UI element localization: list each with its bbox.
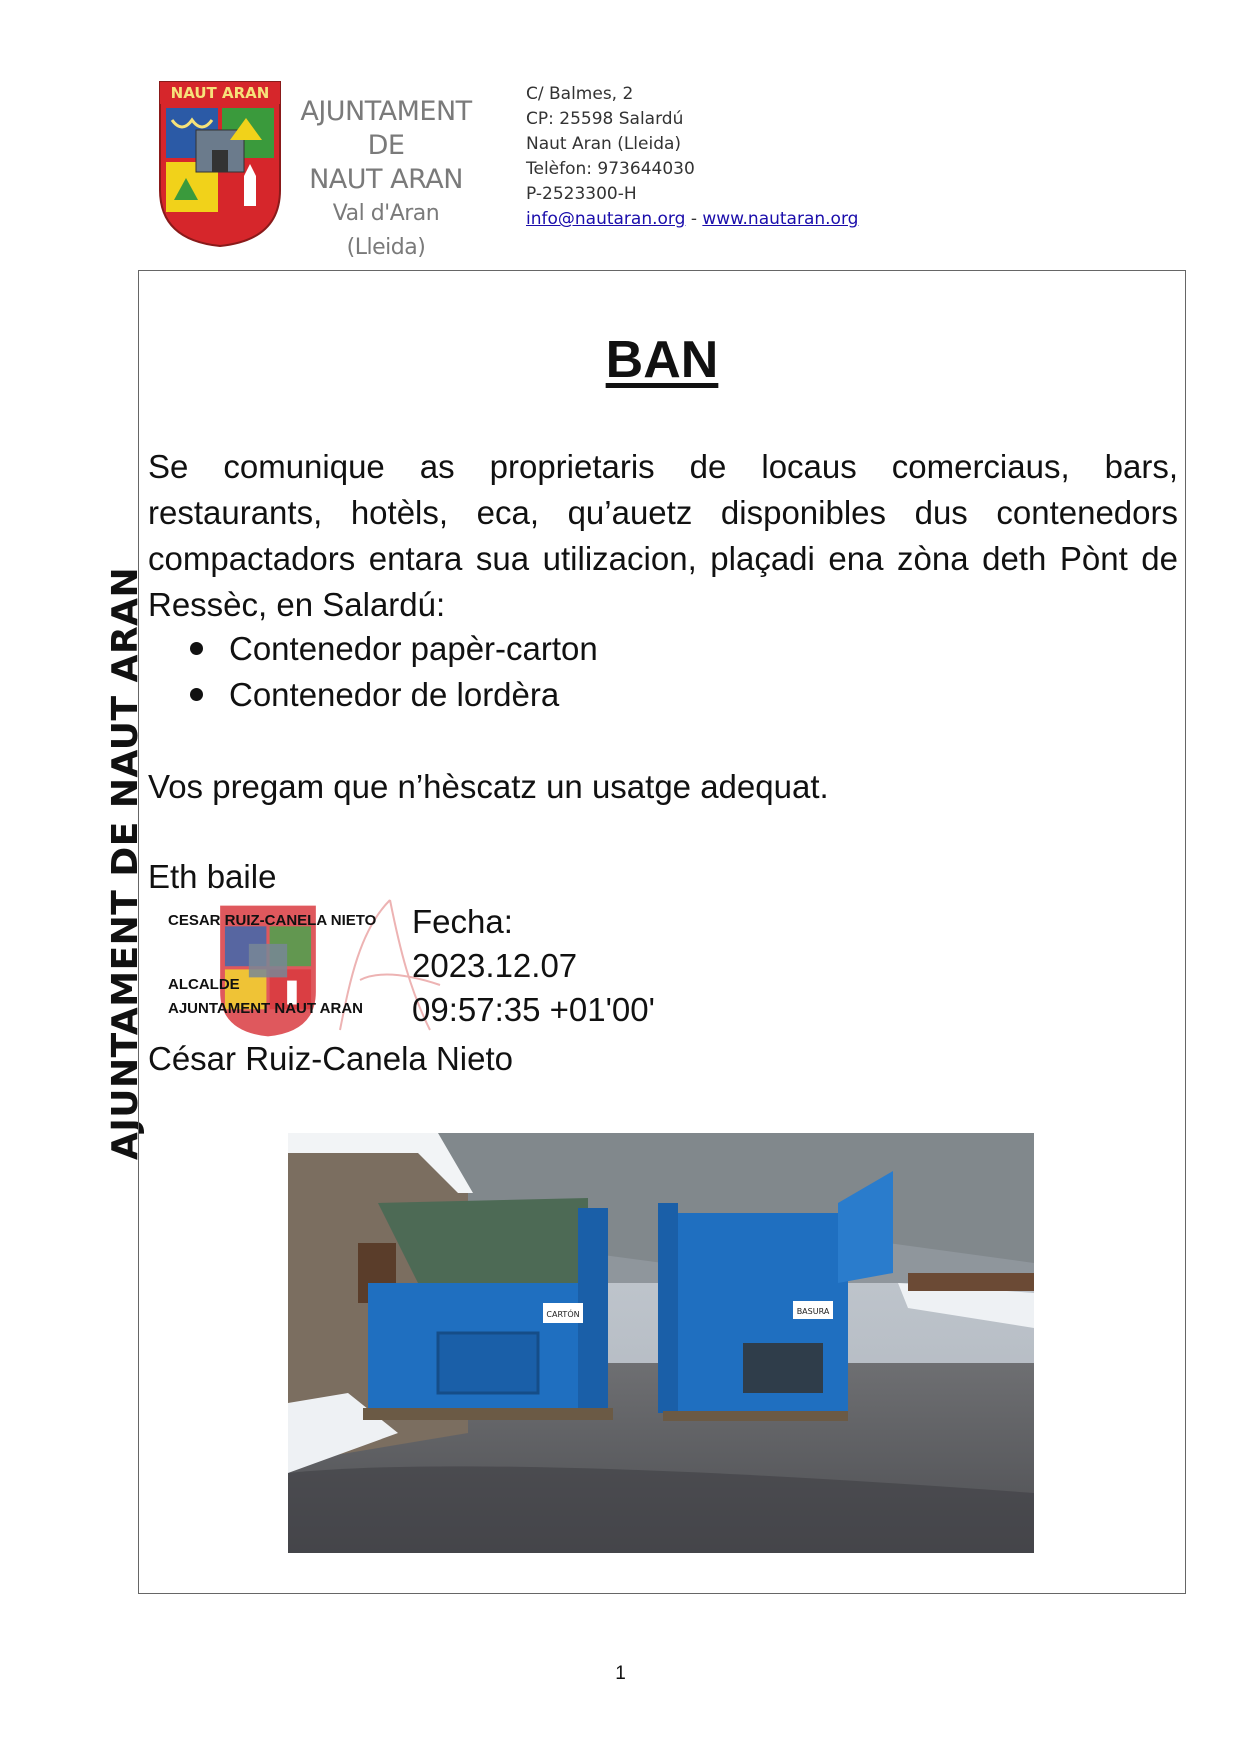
bullet-item [190, 630, 598, 668]
signature-date: 2023.12.07 [412, 947, 578, 984]
org-name-line4: Val d'Aran (Lleida) [332, 201, 440, 260]
address-region: Naut Aran (Lleida) [526, 134, 682, 154]
notice-title: BAN [605, 331, 719, 389]
org-name-line1: AJUNTAMENT [300, 96, 472, 127]
bullet-text: Contenedor de lordèra [229, 676, 560, 713]
website-link[interactable]: www.nautaran.org [702, 209, 859, 229]
municipal-crest-logo [158, 80, 282, 248]
signature-time: 09:57:35 +01'00' [412, 991, 655, 1028]
signer-role: ALCALDE [168, 976, 240, 993]
email-link[interactable]: info@nautaran.org [526, 209, 686, 229]
crest-label: NAUT ARAN [170, 84, 270, 102]
address-street: C/ Balmes, 2 [526, 84, 634, 104]
bullet-text: Contenedor papèr-carton [229, 630, 598, 667]
request-text: Vos pregam que n’hèscatz un usatge adequat. [148, 768, 829, 805]
bullet-dot-icon [190, 688, 203, 701]
address-nif: P-2523300-H [526, 184, 637, 204]
signature-date-label: Fecha: [412, 903, 513, 940]
left-container-label: CARTÓN [546, 1310, 580, 1319]
link-separator: - [690, 209, 697, 229]
bullet-dot-icon [190, 642, 203, 655]
bullet-item [190, 676, 559, 714]
address-postal: CP: 25598 Salardú [526, 109, 684, 129]
side-vertical-title: AJUNTAMENT DE NAUT ARAN [105, 566, 146, 1160]
page-number: 1 [615, 1663, 626, 1684]
org-name-line2: DE [367, 130, 405, 161]
address-phone: Telèfon: 973644030 [526, 159, 695, 179]
right-container-label: BASURA [796, 1307, 830, 1316]
signer-org: AJUNTAMENT NAUT ARAN [168, 1000, 363, 1017]
org-name-line3: NAUT ARAN [309, 164, 463, 195]
signer-full-name: César Ruiz-Canela Nieto [148, 1040, 513, 1077]
contact-links [526, 207, 858, 232]
notice-paragraph: Se comunique as proprietaris de locaus comerciaus, bars, restaurants, hotèls, eca, qu’auetz disponibles dus contenedors compactadors entara sua utilizacion, plaçadi ena zòna deth Pònt de Ressèc, en Salardú: [148, 448, 1178, 623]
signer-name-caps: CESAR RUIZ-CANELA NIETO [168, 912, 377, 929]
containers-photo [288, 1133, 1034, 1553]
closing-text: Eth baile [148, 858, 277, 895]
